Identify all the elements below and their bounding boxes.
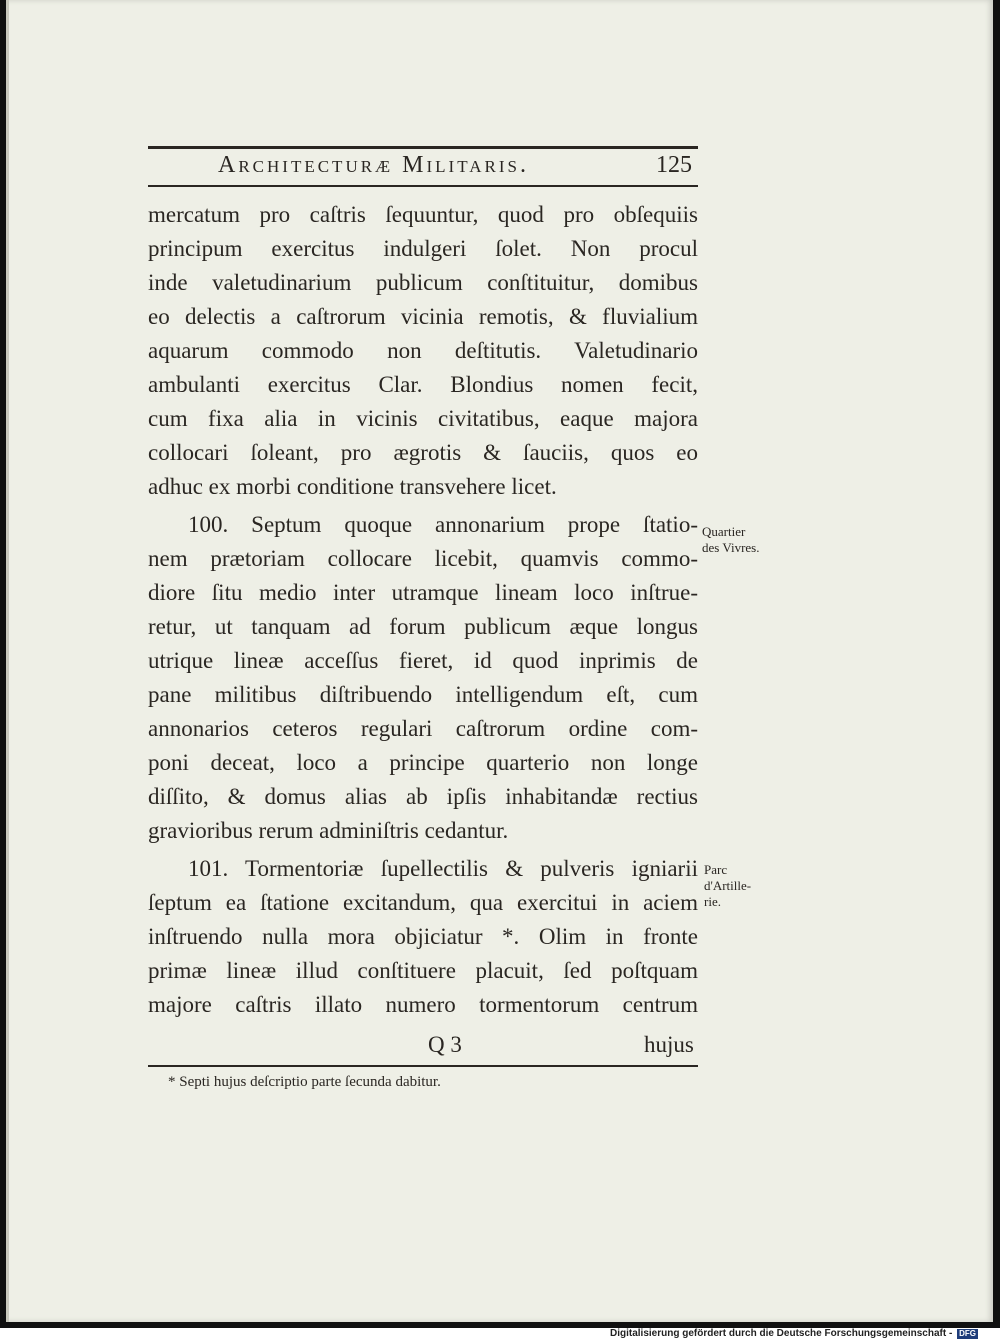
text-line: nem prætoriam collocare licebit, quamvis commo- xyxy=(148,546,698,571)
header-rule-bottom xyxy=(148,185,698,187)
text-line: eo delectis a caſtrorum vicinia remotis, & fluvialium xyxy=(148,304,698,329)
text-line: pane militibus diſtribuendo intelligendum eſt, cum xyxy=(148,682,698,707)
header-rule-top xyxy=(148,146,698,149)
dfg-logo: DFG xyxy=(959,1329,976,1338)
margin-note-parc xyxy=(704,862,751,910)
text-line: aquarum commodo non deſtitutis. Valetudinario xyxy=(148,338,698,363)
text-line: diſſito, & domus alias ab ipſis inhabitandæ rectius xyxy=(148,784,698,809)
text-line: majore caſtris illato numero tormentorum centrum xyxy=(148,992,698,1017)
dfg-credit-text: Digitalisierung gefördert durch die Deutsche Forschungsgemeinschaft - xyxy=(610,1328,953,1339)
text-line: inde valetudinarium publicum conſtituitur, domibus xyxy=(148,270,698,295)
text-line: mercatum pro caſtris ſequuntur, quod pro obſequiis xyxy=(148,202,698,227)
text-line: cum fixa alia in vicinis civitatibus, eaque majora xyxy=(148,406,698,431)
text-line: retur, ut tanquam ad forum publicum æque longus xyxy=(148,614,698,639)
text-line: principum exercitus indulgeri ſolet. Non procul xyxy=(148,236,698,261)
margin-note-line: des Vivres. xyxy=(702,540,760,555)
text-line: collocari ſoleant, pro ægrotis & ſauciis, quos eo xyxy=(148,440,698,465)
text-line: diore ſitu medio inter utramque lineam loco inſtrue- xyxy=(148,580,698,605)
text-line: poni deceat, loco a principe quarterio non longe xyxy=(148,750,698,775)
text-line: adhuc ex morbi conditione transvehere licet. xyxy=(148,474,557,499)
text-line: ſeptum ea ſtatione excitandum, qua exercitui in aciem xyxy=(148,890,698,915)
text-line: primæ lineæ illud conſtituere placuit, ſed poſtquam xyxy=(148,958,698,983)
text-line: gravioribus rerum adminiſtris cedantur. xyxy=(148,818,509,843)
margin-note-line: Quartier xyxy=(702,524,746,539)
running-head: Architecturæ Militaris. xyxy=(218,152,529,178)
signature-mark: Q 3 xyxy=(428,1032,462,1057)
footnote-rule xyxy=(148,1065,698,1067)
page-number: 125 xyxy=(656,152,692,178)
margin-note-line: Parc xyxy=(704,862,728,877)
text-line: inſtruendo nulla mora objiciatur *. Olim in fronte xyxy=(148,924,698,949)
text-line: annonarios ceteros regulari caſtrorum ordine com- xyxy=(148,716,698,741)
page-edge xyxy=(6,0,9,1322)
footnote: * Septi hujus deſcriptio parte ſecunda dabitur. xyxy=(168,1074,441,1090)
paragraph-101-start: 101. Tormentoriæ ſupellectilis & pulveris igniarii xyxy=(188,856,698,881)
margin-note-quartier xyxy=(702,524,759,556)
text-line: ambulanti exercitus Clar. Blondius nomen fecit, xyxy=(148,372,698,397)
paragraph-100-start: 100. Septum quoque annonarium prope ſtatio- xyxy=(188,512,698,537)
dfg-credit xyxy=(610,1328,1000,1340)
margin-note-line: d'Artille- xyxy=(704,878,752,893)
catchword: hujus xyxy=(644,1032,694,1057)
margin-note-line: rie. xyxy=(704,894,721,909)
text-line: utrique lineæ acceſſus fieret, id quod inprimis de xyxy=(148,648,698,673)
